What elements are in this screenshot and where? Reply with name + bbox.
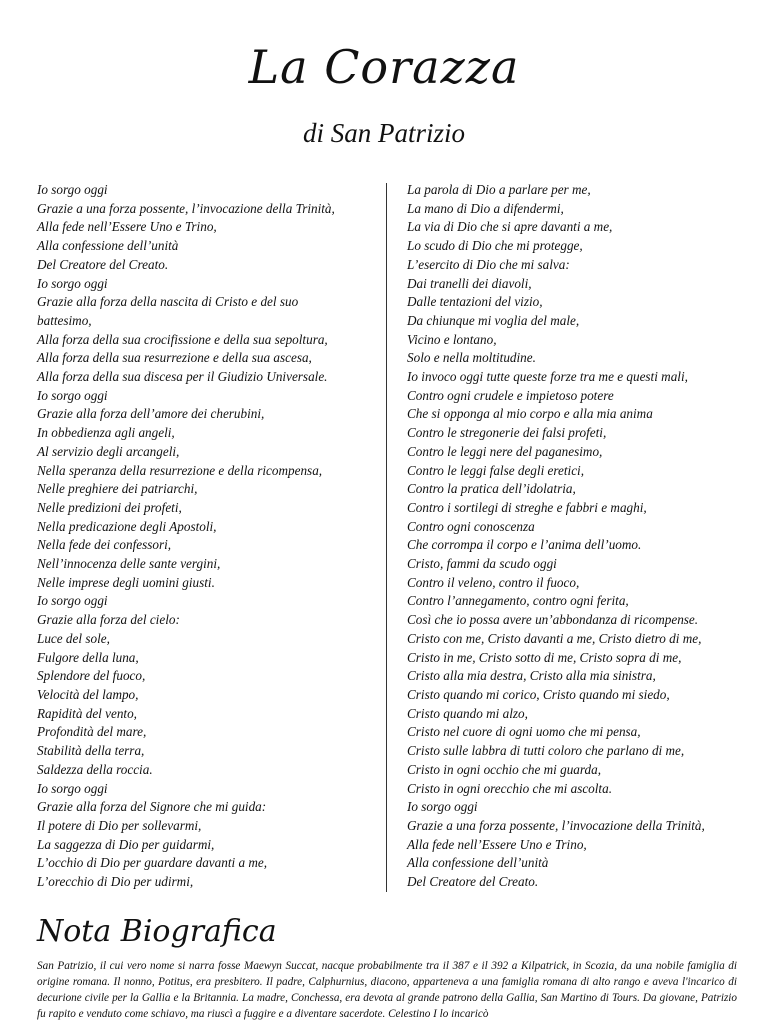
poem-line: Io sorgo oggi bbox=[37, 387, 108, 403]
poem-line: Nella speranza della resurrezione e della ricompensa, bbox=[37, 462, 323, 478]
poem-line: Al servizio degli arcangeli, bbox=[37, 443, 180, 459]
poem-line: Alla confessione dell’unità bbox=[407, 855, 549, 871]
poem-line: Contro i sortilegi di streghe e fabbri e maghi, bbox=[407, 499, 647, 515]
poem-line: Cristo quando mi corico, Cristo quando mi siedo, bbox=[407, 686, 670, 702]
poem-line: Nella fede dei confessori, bbox=[37, 537, 172, 553]
poem-line: Splendore del fuoco, bbox=[37, 668, 146, 684]
poem-line: Cristo nel cuore di ogni uomo che mi pensa, bbox=[407, 724, 641, 740]
poem-line: Così che io possa avere un’abbondanza di ricompense. bbox=[407, 612, 699, 628]
poem-line: La via di Dio che si apre davanti a me, bbox=[407, 219, 613, 235]
poem-line: Io sorgo oggi bbox=[37, 780, 108, 796]
poem-line: Nelle predizioni dei profeti, bbox=[37, 499, 182, 515]
poem-line: Contro le stregonerie dei falsi profeti, bbox=[407, 425, 607, 441]
poem-line: Io sorgo oggi bbox=[37, 275, 108, 291]
poem-line: Grazie alla forza dell’amore dei cherubini, bbox=[37, 406, 265, 422]
poem-line: In obbedienza agli angeli, bbox=[37, 425, 175, 441]
document-title: La Corazza bbox=[248, 40, 520, 94]
poem-right-column bbox=[407, 181, 747, 892]
poem-line: Contro le leggi nere del paganesimo, bbox=[407, 443, 603, 459]
poem-line: Contro le leggi false degli eretici, bbox=[407, 462, 585, 478]
poem-line: Del Creatore del Creato. bbox=[37, 256, 169, 272]
poem-line: Che si opponga al mio corpo e alla mia anima bbox=[407, 406, 653, 422]
poem-line: Cristo in ogni occhio che mi guarda, bbox=[407, 761, 602, 777]
column-divider bbox=[386, 183, 387, 892]
poem-line: Contro il veleno, contro il fuoco, bbox=[407, 574, 580, 590]
poem-line: La parola di Dio a parlare per me, bbox=[407, 182, 591, 197]
poem-line: La saggezza di Dio per guidarmi, bbox=[37, 836, 215, 852]
poem-line: Grazie alla forza della nascita di Cristo e del suo bbox=[37, 294, 299, 310]
poem-line: Profondità del mare, bbox=[37, 724, 147, 740]
poem-line: Solo e nella moltitudine. bbox=[407, 350, 536, 366]
poem-line: Contro ogni crudele e impietoso potere bbox=[407, 387, 614, 403]
poem-line: battesimo, bbox=[37, 312, 92, 328]
poem-line: Vicino e lontano, bbox=[407, 331, 497, 347]
poem-line: Io sorgo oggi bbox=[37, 593, 108, 609]
poem-line: Che corrompa il corpo e l’anima dell’uomo. bbox=[407, 537, 642, 553]
poem-line: Nella predicazione degli Apostoli, bbox=[37, 518, 217, 534]
poem-line: Dai tranelli dei diavoli, bbox=[407, 275, 532, 291]
poem-line: Cristo in me, Cristo sotto di me, Cristo sopra di me, bbox=[407, 649, 682, 665]
poem-line: Dalle tentazioni del vizio, bbox=[407, 294, 543, 310]
poem-line: Alla forza della sua discesa per il Giudizio Universale. bbox=[37, 369, 328, 385]
poem-line: Cristo quando mi alzo, bbox=[407, 705, 528, 721]
poem-line: Alla forza della sua crocifissione e della sua sepoltura, bbox=[37, 331, 328, 347]
poem-line: Saldezza della roccia. bbox=[37, 761, 153, 777]
biography-heading: Nota Biografica bbox=[37, 914, 277, 949]
document-subtitle: di San Patrizio bbox=[302, 118, 465, 148]
poem-line: Grazie a una forza possente, l’invocazione della Trinità, bbox=[407, 817, 705, 833]
poem-line: Del Creatore del Creato. bbox=[407, 874, 539, 890]
poem-line: Cristo in ogni orecchio che mi ascolta. bbox=[407, 780, 612, 796]
poem-line: Cristo alla mia destra, Cristo alla mia sinistra, bbox=[407, 668, 656, 684]
poem-line: Grazie a una forza possente, l’invocazione della Trinità, bbox=[37, 200, 335, 216]
poem-line: Cristo, fammi da scudo oggi bbox=[407, 556, 557, 572]
poem-line: Nelle imprese degli uomini giusti. bbox=[37, 574, 215, 590]
poem-line: Nelle preghiere dei patriarchi, bbox=[37, 481, 198, 497]
poem-line: L’occhio di Dio per guardare davanti a me, bbox=[37, 855, 268, 871]
poem-line: Il potere di Dio per sollevarmi, bbox=[37, 817, 202, 833]
poem-line: Stabilità della terra, bbox=[37, 743, 145, 759]
poem-line: Io sorgo oggi bbox=[37, 182, 108, 197]
poem-line: Da chiunque mi voglia del male, bbox=[407, 312, 580, 328]
poem-line: Cristo sulle labbra di tutti coloro che parlano di me, bbox=[407, 743, 685, 759]
poem-line: Grazie alla forza del Signore che mi guida: bbox=[37, 799, 267, 815]
poem-line: Cristo con me, Cristo davanti a me, Cristo dietro di me, bbox=[407, 630, 702, 646]
poem-line: Velocità del lampo, bbox=[37, 686, 139, 702]
poem-line: L’orecchio di Dio per udirmi, bbox=[37, 874, 194, 890]
poem-line: Grazie alla forza del cielo: bbox=[37, 612, 180, 628]
poem-line: Io sorgo oggi bbox=[407, 799, 478, 815]
poem-line: L’esercito di Dio che mi salva: bbox=[407, 256, 570, 272]
poem-left-column bbox=[37, 181, 372, 892]
poem-line: Alla fede nell’Essere Uno e Trino, bbox=[37, 219, 217, 235]
poem-line: Contro la pratica dell’idolatria, bbox=[407, 481, 576, 497]
poem-line: La mano di Dio a difendermi, bbox=[407, 200, 564, 216]
poem-line: Alla fede nell’Essere Uno e Trino, bbox=[407, 836, 587, 852]
poem-line: Nell’innocenza delle sante vergini, bbox=[37, 556, 221, 572]
poem-line: Rapidità del vento, bbox=[37, 705, 137, 721]
poem-line: Lo scudo di Dio che mi protegge, bbox=[407, 238, 583, 254]
poem-line: Luce del sole, bbox=[37, 630, 110, 646]
poem-line: Contro l’annegamento, contro ogni ferita, bbox=[407, 593, 629, 609]
poem-line: Alla forza della sua resurrezione e della sua ascesa, bbox=[37, 350, 312, 366]
poem-line: Alla confessione dell’unità bbox=[37, 238, 179, 254]
poem-line: Contro ogni conoscenza bbox=[407, 518, 535, 534]
poem-line: Io invoco oggi tutte queste forze tra me e questi mali, bbox=[407, 369, 688, 385]
biography-text: San Patrizio, il cui vero nome si narra fosse Maewyn Succat, nacque probabilmente tra il 387 e il 392 a Kilpatrick, in Scozia, da una nobile famiglia di origine romana. Il nonno, Potitus, era presbitero. Il padre, Calphurnius, diacono, apparteneva a una famiglia romana di alto rango e aveva l'incarico di decurione civile per la Gallia e la Britannia. La madre, Conchessa, era devota al grande patrono della Gallia, San Martino di Tours. Da giovane, Patrizio fu rapito e venduto come schiavo, ma riuscì a fuggire e a diventare sacerdote. Celestino I lo incaricò bbox=[37, 960, 737, 1020]
poem-line: Fulgore della luna, bbox=[37, 649, 139, 665]
